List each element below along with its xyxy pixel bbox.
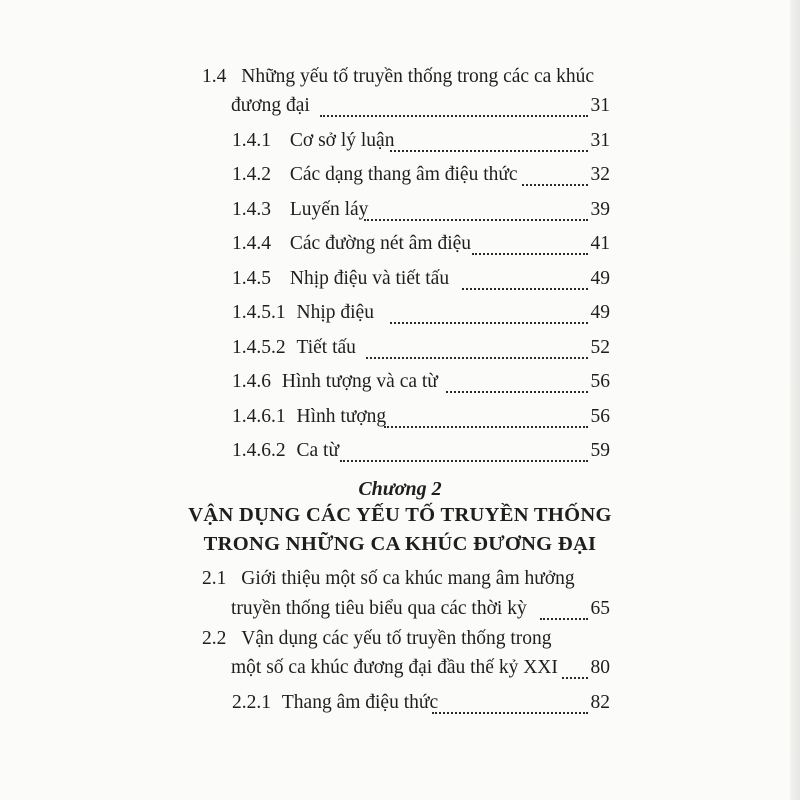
toc-entry-1-4-6-2 — [232, 438, 339, 464]
toc-entry-2-2 — [202, 626, 552, 652]
toc-page-number: 31 — [590, 95, 610, 116]
toc-entry-number: 1.4.1 — [232, 130, 271, 151]
toc-entry-number: 1.4.5 — [232, 268, 271, 289]
toc-entry-number: 1.4.6.1 — [232, 406, 286, 427]
toc-page-number: 41 — [590, 233, 610, 254]
leader-dots — [320, 115, 588, 117]
toc-page-number: 56 — [590, 371, 610, 392]
toc-entry-title-continued: đương đại — [231, 95, 310, 116]
toc-page-number: 59 — [590, 440, 610, 461]
toc-entry-2-2-1 — [232, 690, 438, 716]
toc-entry-title: Luyến láy — [289, 199, 369, 220]
toc-entry-number: 1.4.3 — [232, 199, 271, 220]
toc-entry-title: Cơ sở lý luận — [289, 130, 395, 151]
toc-entry-number: 1.4.5.2 — [232, 337, 286, 358]
toc-entry-number: 1.4.2 — [232, 164, 271, 185]
chapter-label: Chương 2 — [358, 478, 442, 500]
toc-entry-number: 1.4 — [202, 66, 227, 87]
toc-entry-number: 2.2 — [202, 628, 227, 649]
toc-entry-title-continued: một số ca khúc đương đại đầu thế kỷ XXI — [231, 657, 558, 678]
toc-entry-title: Tiết tấu — [296, 337, 356, 358]
toc-entry-title-continued: truyền thống tiêu biểu qua các thời kỳ — [231, 598, 527, 619]
toc-entry-title: Thang âm điệu thức — [281, 692, 439, 713]
toc-page-number: 56 — [590, 406, 610, 427]
toc-entry-1-4-5-2 — [232, 335, 356, 361]
chapter-title-line2: TRONG NHỮNG CA KHÚC ĐƯƠNG ĐẠI — [203, 533, 597, 555]
toc-entry-1-4-2 — [232, 162, 518, 188]
toc-entry-title: Nhịp điệu và tiết tấu — [289, 268, 450, 289]
toc-page-number: 65 — [590, 598, 610, 619]
chapter-title: VẬN DỤNG CÁC YẾU TỐ TRUYỀN THỐNG — [188, 504, 612, 526]
toc-entry-1-4-1 — [232, 128, 394, 154]
toc-entry-1-4-6-1 — [232, 404, 386, 430]
toc-entry-2-2-line2 — [231, 655, 558, 681]
toc-page-number: 49 — [590, 268, 610, 289]
toc-entry-title: Ca từ — [296, 440, 340, 461]
toc-page-number: 39 — [590, 199, 610, 220]
toc-entry-number: 1.4.4 — [232, 233, 271, 254]
toc-entry-1-4-5 — [232, 266, 449, 292]
toc-page-number: 31 — [590, 130, 610, 151]
toc-page-number: 52 — [590, 337, 610, 358]
toc-page-number: 82 — [590, 692, 610, 713]
toc-entry-number: 2.2.1 — [232, 692, 271, 713]
toc-entry-1-4-4 — [232, 231, 471, 257]
toc-entry-1-4 — [202, 64, 594, 90]
toc-entry-title: Giới thiệu một số ca khúc mang âm hưởng — [241, 568, 575, 589]
toc-entry-title: Nhịp điệu — [296, 302, 374, 323]
toc-entry-title: Vận dụng các yếu tố truyền thống trong — [241, 628, 552, 649]
toc-page-number: 80 — [590, 657, 610, 678]
toc-entry-number: 2.1 — [202, 568, 227, 589]
toc-entry-1-4-line2 — [231, 93, 310, 119]
toc-entry-1-4-5-1 — [232, 300, 374, 326]
toc-entry-1-4-3 — [232, 197, 368, 223]
toc-page-number: 49 — [590, 302, 610, 323]
toc-entry-number: 1.4.6.2 — [232, 440, 286, 461]
toc-entry-title: Các dạng thang âm điệu thức — [289, 164, 518, 185]
toc-page-number: 32 — [590, 164, 610, 185]
toc-entry-number: 1.4.5.1 — [232, 302, 286, 323]
toc-entry-title: Những yếu tố truyền thống trong các ca khúc — [241, 66, 595, 87]
toc-entry-title: Hình tượng và ca từ — [281, 371, 438, 392]
toc-entry-title: Các đường nét âm điệu — [289, 233, 472, 254]
toc-entry-title: Hình tượng — [296, 406, 387, 427]
toc-entry-2-1-line2 — [231, 596, 527, 622]
toc-entry-1-4-6 — [232, 369, 438, 395]
toc-entry-number: 1.4.6 — [232, 371, 271, 392]
toc-entry-2-1 — [202, 566, 575, 592]
